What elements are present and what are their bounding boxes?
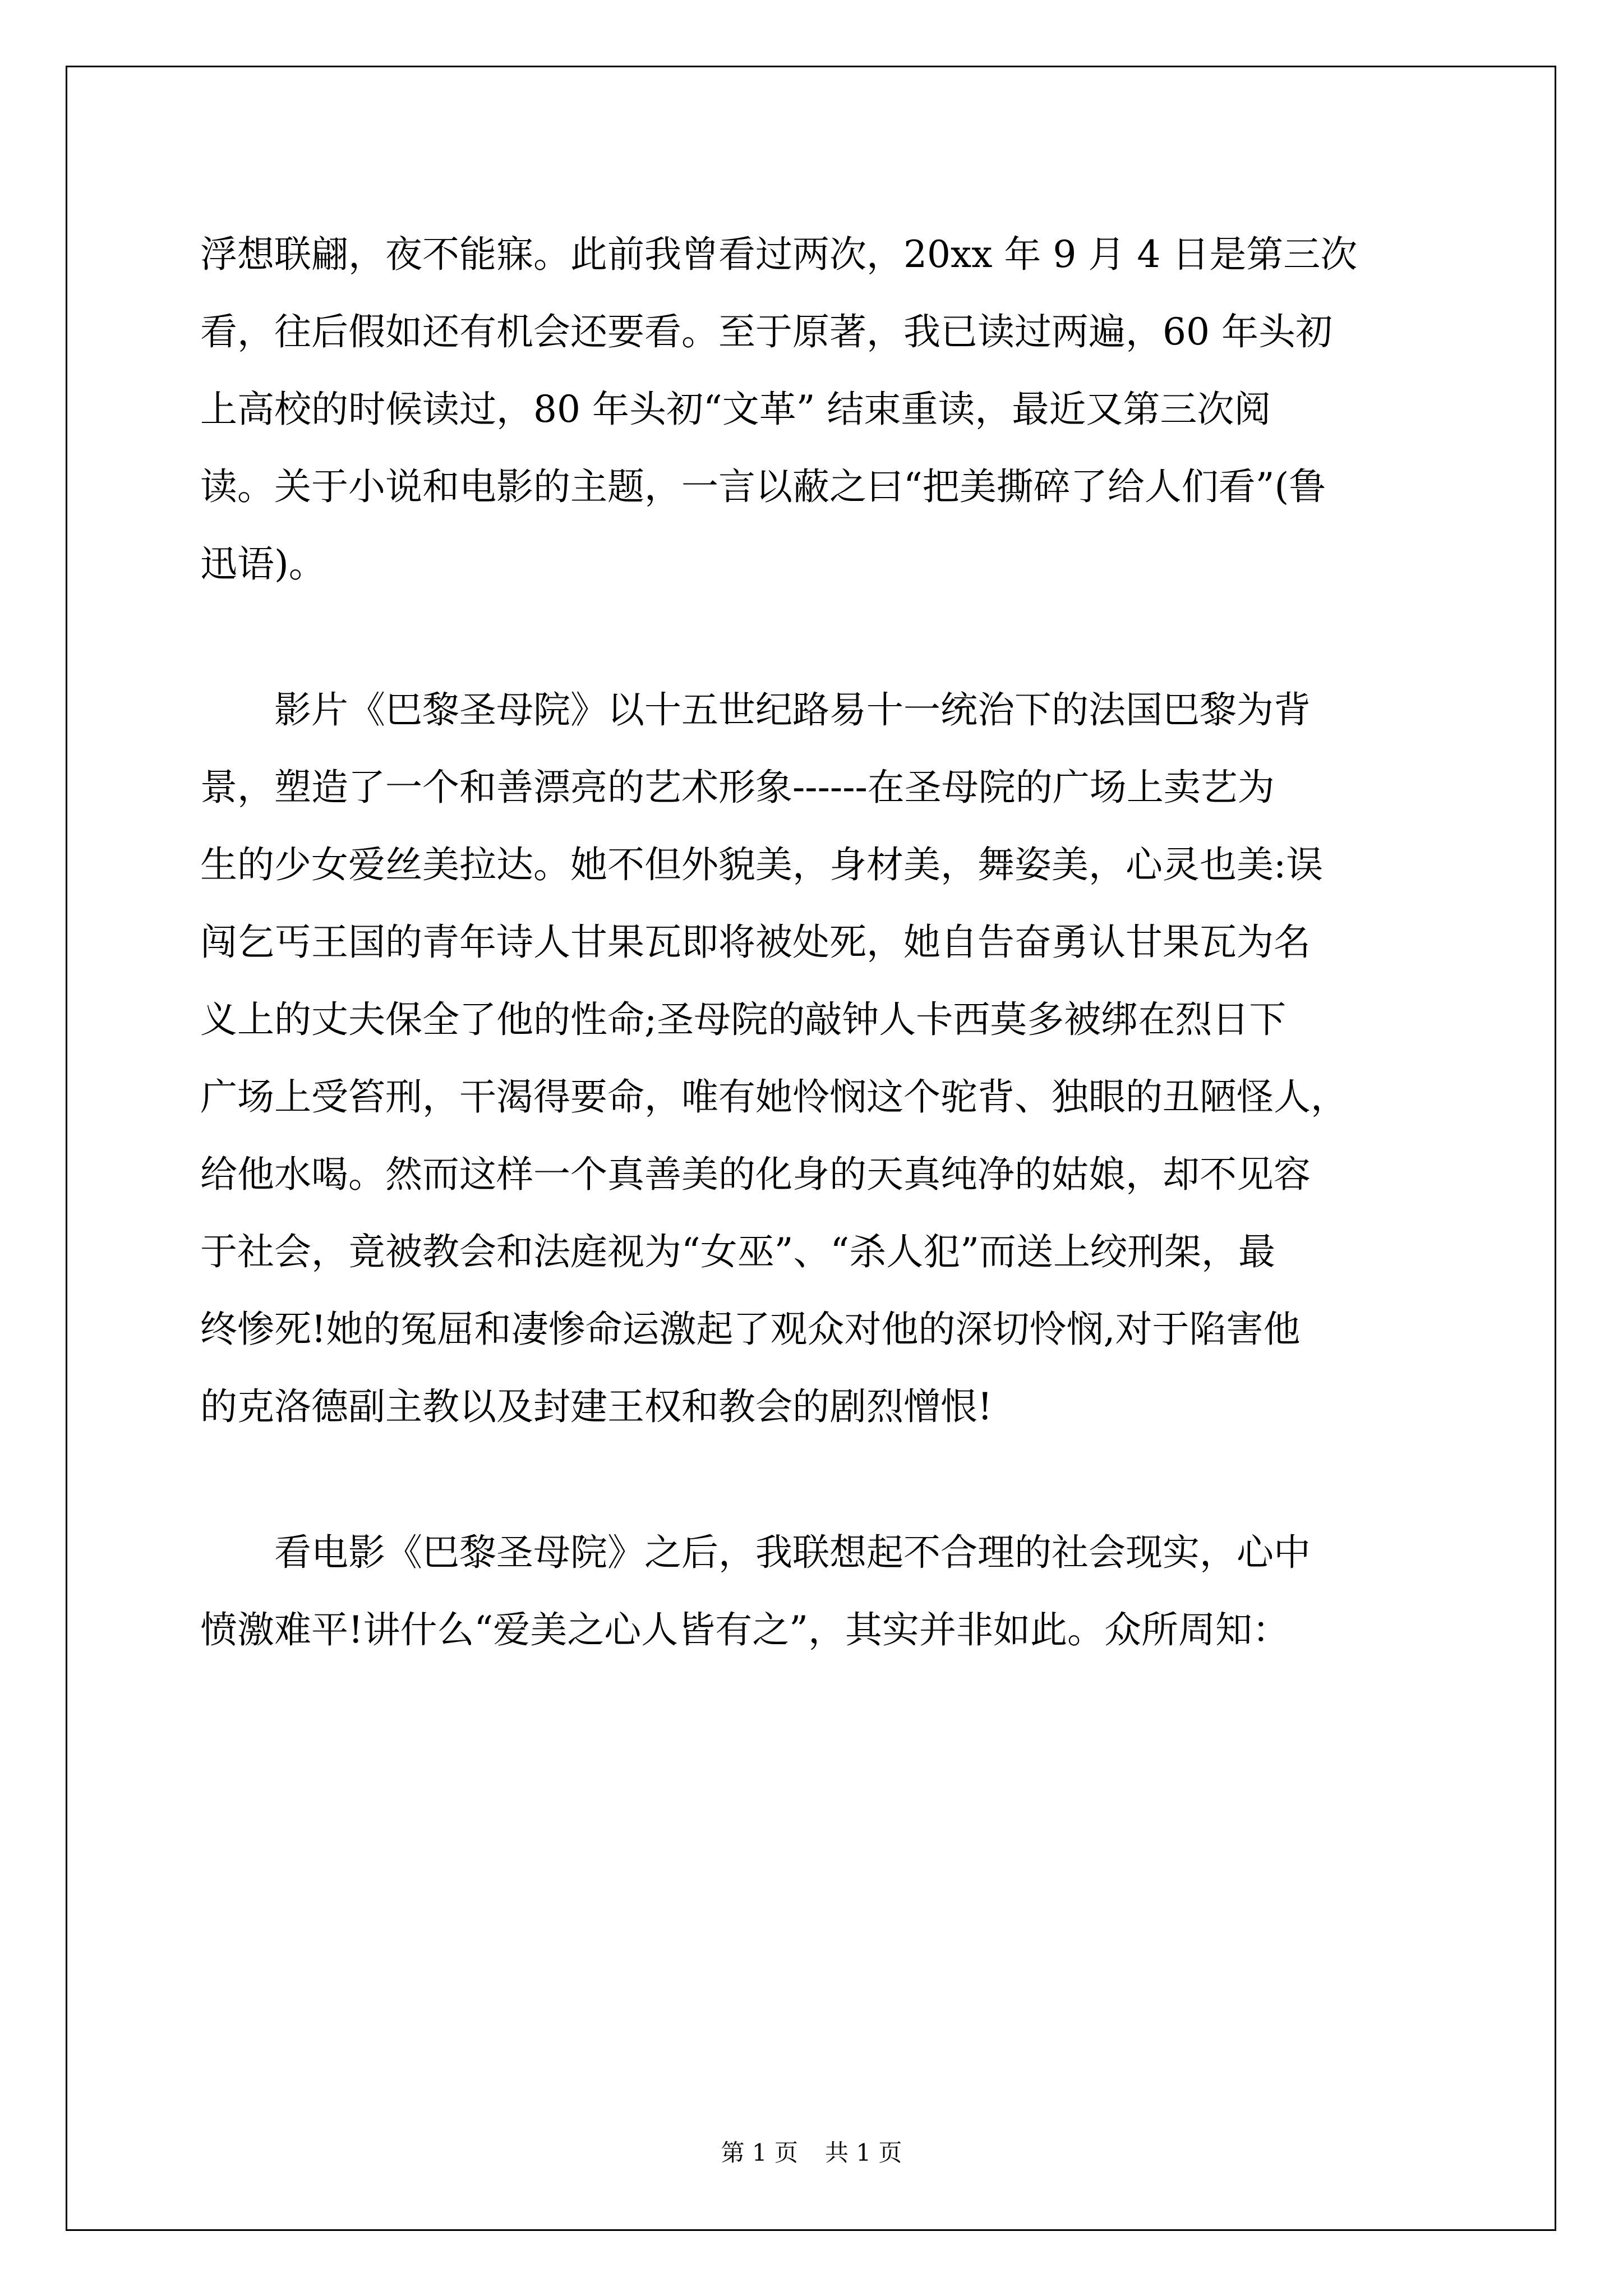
page-total: 共 1 页 — [825, 2139, 902, 2166]
paragraph-2 — [200, 671, 1428, 1446]
text-line: 看，往后假如还有机会还要看。至于原著，我已读过两遍，60 年头初 — [200, 310, 1332, 353]
paragraph-spacing — [200, 603, 1428, 671]
text-line: 的克洛德副主教以及封建王权和教会的剧烈憎恨! — [200, 1385, 993, 1428]
text-line: 愤激难平!讲什么“爱美之心人皆有之”，其实并非如此。众所周知： — [200, 1608, 1290, 1651]
text-line: 生的少女爱丝美拉达。她不但外貌美，身材美，舞姿美，心灵也美:误 — [200, 843, 1324, 886]
text-line: 终惨死!她的冤屈和凄惨命运激起了观众对他的深切怜悯,对于陷害他 — [200, 1308, 1301, 1351]
text-line: 读。关于小说和电影的主题，一言以蔽之曰“把美撕碎了给人们看”(鲁 — [200, 465, 1326, 508]
document-body — [200, 216, 1428, 1669]
text-line: 义上的丈夫保全了他的性命;圣母院的敲钟人卡西莫多被绑在烈日下 — [200, 998, 1287, 1041]
paragraph-3 — [200, 1514, 1428, 1669]
page-number: 第 1 页 — [721, 2139, 798, 2166]
text-line: 浮想联翩，夜不能寐。此前我曾看过两次，20xx 年 9 月 4 日是第三次 — [200, 233, 1358, 276]
text-line: 闯乞丐王国的青年诗人甘果瓦即将被处死，她自告奋勇认甘果瓦为名 — [200, 921, 1311, 964]
text-line: 看电影《巴黎圣母院》之后，我联想起不合理的社会现实，心中 — [274, 1531, 1311, 1574]
text-line: 影片《巴黎圣母院》以十五世纪路易十一统治下的法国巴黎为背 — [274, 688, 1311, 731]
text-line: 于社会，竟被教会和法庭视为“女巫”、“杀人犯”而送上绞刑架，最 — [200, 1230, 1275, 1273]
text-line: 迅语)。 — [200, 542, 326, 586]
text-line: 广场上受笞刑，干渴得要命，唯有她怜悯这个驼背、独眼的丑陋怪人， — [200, 1075, 1348, 1119]
text-line: 给他水喝。然而这样一个真善美的化身的天真纯净的姑娘，却不见容 — [200, 1153, 1311, 1196]
paragraph-spacing — [200, 1446, 1428, 1514]
paragraph-1 — [200, 216, 1428, 603]
text-line: 景，塑造了一个和善漂亮的艺术形象------在圣母院的广场上卖艺为 — [200, 766, 1275, 809]
page-footer — [0, 2137, 1623, 2169]
text-line: 上高校的时候读过，80 年头初“文革” 结束重读，最近又第三次阅 — [200, 388, 1271, 431]
